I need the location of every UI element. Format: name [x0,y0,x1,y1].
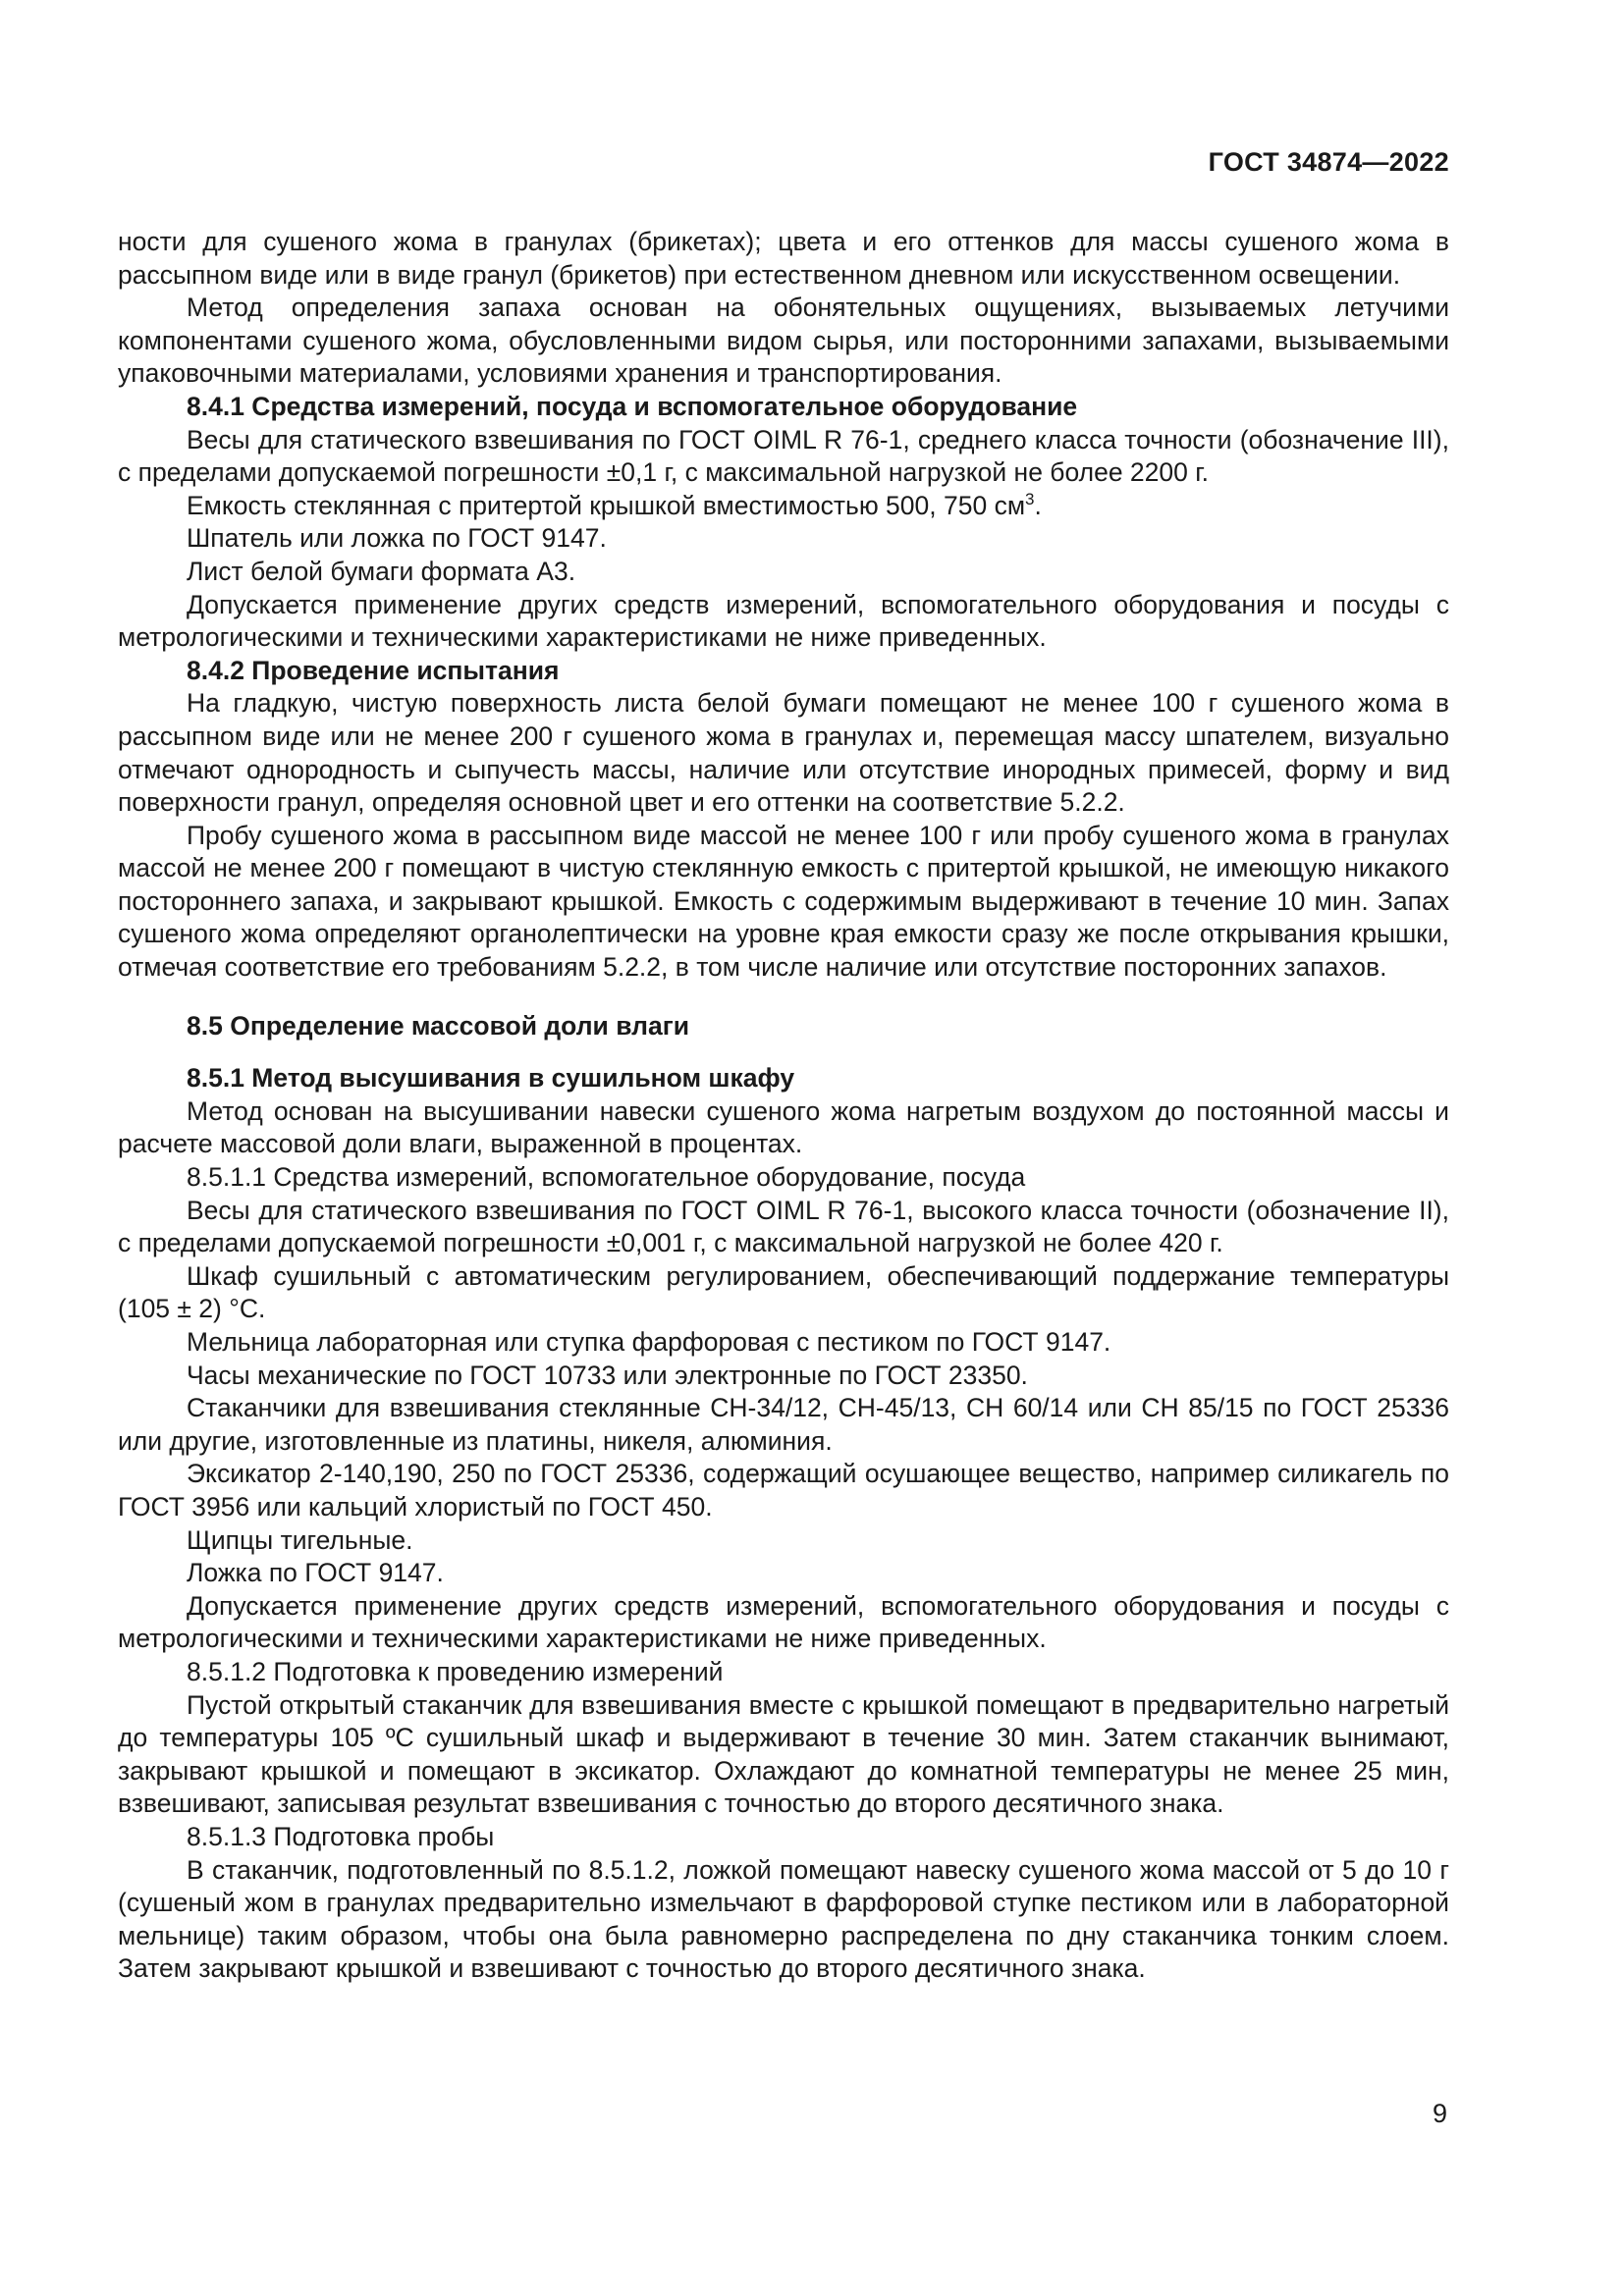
paragraph: Весы для статического взвешивания по ГОСТ OIML R 76-1, среднего класса точности (обозначение III), с пределами допускаемой погрешности ±0,1 г, с максимальной нагрузкой не более 2200 г. [118,424,1449,488]
paragraph: Шпатель или ложка по ГОСТ 9147. [187,523,607,554]
paragraph: Часы механические по ГОСТ 10733 или электронные по ГОСТ 23350. [187,1360,1028,1390]
paragraph: Допускается применение других средств измерений, вспомогательного оборудования и посуды с метрологическими и техническими характеристиками не ниже приведенных. [118,589,1449,653]
paragraph: Эксикатор 2-140,190, 250 по ГОСТ 25336, содержащий осушающее вещество, например силикагель по ГОСТ 3956 или кальций хлористый по ГОСТ 450. [118,1459,1449,1522]
paragraph: Лист белой бумаги формата А3. [187,556,576,586]
paragraph: В стаканчик, подготовленный по 8.5.1.2, ложкой помещают навеску сушеного жома массой от 5 до 10 г (сушеный жом в гранулах предварительно измельчают в фарфоровой ступке пестиком или в лабораторной мельнице) таким образом, чтобы она была равномерно распределена по дну стаканчика тонким слоем. Затем закрывают крышкой и взвешивают с точностью до второго десятичного знака. [118,1854,1449,1984]
paragraph: На гладкую, чистую поверхность листа белой бумаги помещают не менее 100 г сушеного жома в рассыпном виде или не менее 200 г сушеного жома в гранулах и, перемещая массу шпателем, визуально отмечают однородность и сыпучесть массы, наличие или отсутствие инородных примесей, форму и вид поверхности гранул, определяя основной цвет и его оттенки на соответствие 5.2.2. [118,688,1449,818]
section-heading: 8.4.1 Средства измерений, посуда и вспомогательное оборудование [187,391,1078,421]
paragraph: Весы для статического взвешивания по ГОСТ OIML R 76-1, высокого класса точности (обозначение II), с пределами допускаемой погрешности ±0,001 г, с максимальной нагрузкой не более 420 г. [118,1195,1449,1258]
paragraph: Метод определения запаха основан на обонятельных ощущениях, вызываемых летучими компонентами сушеного жома, обусловленными видом сырья, или посторонними запахами, вызываемыми упаковочными материалами, условиями хранения и транспортирования. [118,293,1449,389]
paragraph: 8.5.1.1 Средства измерений, вспомогательное оборудование, посуда [187,1162,1026,1193]
paragraph: Мельница лабораторная или ступка фарфоровая с пестиком по ГОСТ 9147. [187,1327,1111,1357]
document-code: ГОСТ 34874—2022 [1208,147,1449,177]
section-heading: 8.4.2 Проведение испытания [187,655,560,685]
paragraph: Емкость стеклянная с притертой крышкой вместимостью 500, 750 $см^3$. [187,489,1042,520]
paragraph: Допускается применение других средств измерений, вспомогательного оборудования и посуды с метрологическими и техническими характеристиками не ниже приведенных. [118,1590,1449,1654]
paragraph: Шкаф сушильный с автоматическим регулированием, обеспечивающий поддержание температуры (105 ± 2) °С. [118,1260,1449,1324]
paragraph: 8.5.1.2 Подготовка к проведению измерений [187,1656,724,1686]
section-heading: 8.5 Определение массовой доли влаги [187,1010,690,1041]
page-number: 9 [1432,2099,1447,2128]
paragraph: ности для сушеного жома в гранулах (брикетах); цвета и его оттенков для массы сушеного жома в рассыпном виде или в виде гранул (брикетов) при естественном дневном или искусственном освещении. [118,227,1449,290]
paragraph: Пустой открытый стаканчик для взвешивания вместе с крышкой помещают в предварительно нагретый до температуры 105 ºС сушильный шкаф и выдерживают в течение 30 мин. Затем стаканчик вынимают, закрывают крышкой и помещают в эксикатор. Охлаждают до комнатной температуры не менее 25 мин, взвешивают, записывая результат взвешивания с точностью до второго десятичного знака. [118,1689,1449,1819]
paragraph: Пробу сушеного жома в рассыпном виде массой не менее 100 г или пробу сушеного жома в гранулах массой не менее 200 г помещают в чистую стеклянную емкость с притертой крышкой, не имеющую никакого постороннего запаха, и закрывают крышкой. Емкость с содержимым выдерживают в течение 10 мин. Запах сушеного жома определяют органолептически на уровне края емкости сразу же после открывания крышки, отмечая соответствие его требованиям 5.2.2, в том числе наличие или отсутствие посторонних запахов. [118,820,1449,983]
document-body [118,226,1449,1986]
paragraph: Метод основан на высушивании навески сушеного жома нагретым воздухом до постоянной массы и расчете массовой доли влаги, выраженной в процентах. [118,1095,1449,1159]
paragraph: 8.5.1.3 Подготовка пробы [187,1821,495,1851]
paragraph: Ложка по ГОСТ 9147. [187,1558,444,1588]
paragraph: Щипцы тигельные. [187,1524,413,1555]
section-heading: 8.5.1 Метод высушивания в сушильном шкафу [187,1063,795,1094]
paragraph: Стаканчики для взвешивания стеклянные СН-34/12, СН-45/13, СН 60/14 или СН 85/15 по ГОСТ 25336 или другие, изготовленные из платины, никеля, алюминия. [118,1393,1449,1456]
